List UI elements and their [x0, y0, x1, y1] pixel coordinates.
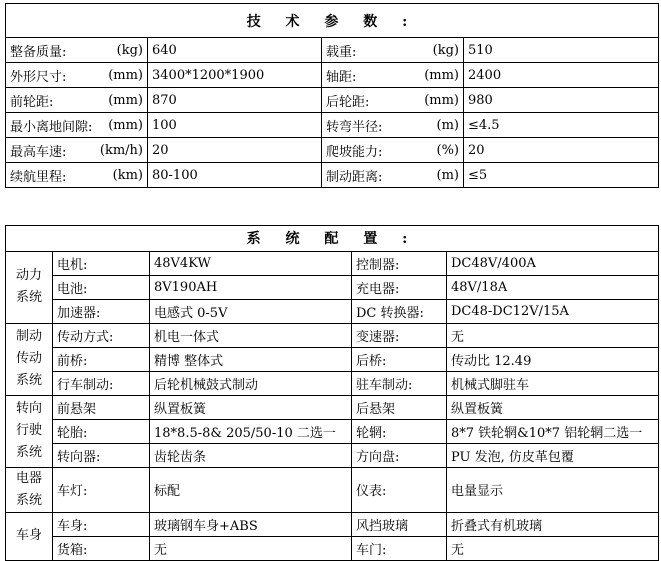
- config-value: 玻璃钢车身+ABS: [150, 512, 352, 536]
- param-label-wrap: [326, 41, 459, 60]
- param-unit: (km/h): [99, 142, 143, 158]
- config-row: [6, 275, 659, 299]
- param-name: 后轮距:: [326, 94, 370, 110]
- param-label-right: [322, 88, 464, 113]
- config-value: 传动比 12.49: [447, 347, 659, 371]
- config-value: 精博 整体式: [150, 347, 352, 371]
- config-label: 后悬架: [352, 395, 447, 419]
- config-label: 电机:: [53, 251, 150, 275]
- config-label: 前桥:: [53, 347, 150, 371]
- config-row: [6, 467, 659, 512]
- param-label-left: [6, 63, 148, 88]
- config-value: 电感式 0-5V: [150, 299, 352, 323]
- param-name: 外形尺寸:: [10, 69, 67, 85]
- param-name: 轴距:: [326, 69, 357, 85]
- param-name: 转弯半径:: [326, 119, 383, 135]
- param-label-wrap: [326, 141, 459, 160]
- param-label-left: [6, 138, 148, 163]
- param-label-wrap: [326, 91, 459, 110]
- tech-params-title-row: [6, 4, 659, 38]
- tech-param-row: [6, 113, 659, 138]
- config-value: 18*8.5-8& 205/50-10 二选一: [150, 419, 352, 443]
- config-value: 电量显示: [447, 467, 659, 512]
- param-value: 100: [148, 113, 322, 138]
- group-name-line: 制动: [15, 329, 42, 344]
- config-group-name: [6, 323, 53, 395]
- param-label-wrap: [326, 66, 459, 85]
- config-label: 车门:: [352, 536, 447, 560]
- tech-param-row: [6, 88, 659, 113]
- param-name: 制动距离:: [326, 169, 383, 185]
- config-group-name: [6, 512, 53, 560]
- config-row: [6, 512, 659, 536]
- param-label-wrap: [10, 91, 143, 110]
- config-label: 变速器:: [352, 323, 447, 347]
- config-label: 车灯:: [53, 467, 150, 512]
- param-unit: (km): [112, 167, 143, 183]
- config-value: DC48V/400A: [447, 251, 659, 275]
- tech-param-row: [6, 63, 659, 88]
- param-value: 20: [148, 138, 322, 163]
- param-value: 640: [148, 38, 322, 63]
- param-label-left: [6, 163, 148, 188]
- config-label: 传动方式:: [53, 323, 150, 347]
- param-label-left: [6, 88, 148, 113]
- config-group-name: [6, 395, 53, 467]
- param-name: 前轮距:: [10, 94, 54, 110]
- param-value: ≤5: [464, 163, 659, 188]
- config-row: [6, 347, 659, 371]
- param-label-wrap: [326, 166, 459, 185]
- param-label-wrap: [10, 41, 143, 60]
- param-unit: (mm): [424, 92, 459, 108]
- system-config-title-row: [6, 225, 659, 251]
- config-label: 行车制动:: [53, 371, 150, 395]
- param-name: 爬坡能力:: [326, 144, 383, 160]
- param-value: 20: [464, 138, 659, 163]
- param-unit: (kg): [116, 42, 143, 58]
- config-label: 车身:: [53, 512, 150, 536]
- config-label: 转向器:: [53, 443, 150, 467]
- param-value: 870: [148, 88, 322, 113]
- config-row: [6, 251, 659, 275]
- param-value: 980: [464, 88, 659, 113]
- param-label-right: [322, 163, 464, 188]
- config-value: 8V190AH: [150, 275, 352, 299]
- config-row: [6, 443, 659, 467]
- group-name-line: 系统: [15, 445, 42, 460]
- group-name-line: 系统: [15, 373, 42, 388]
- param-label-right: [322, 113, 464, 138]
- config-value: 48V4KW: [150, 251, 352, 275]
- param-unit: (m): [436, 167, 459, 183]
- config-value: 无: [447, 323, 659, 347]
- config-value: 机电一体式: [150, 323, 352, 347]
- config-label: 后桥:: [352, 347, 447, 371]
- config-value: 折叠式有机玻璃: [447, 512, 659, 536]
- param-unit: (m): [436, 117, 459, 133]
- config-value: 机械式脚驻车: [447, 371, 659, 395]
- param-name: 载重:: [326, 44, 357, 60]
- param-unit: (mm): [108, 117, 143, 133]
- group-name-line: 转向: [15, 401, 42, 416]
- config-group-name: [6, 467, 53, 512]
- group-name-line: 车身: [15, 528, 42, 543]
- config-row: [6, 395, 659, 419]
- group-name-line: 行驶: [15, 423, 42, 438]
- config-value: 标配: [150, 467, 352, 512]
- config-value: 48V/18A: [447, 275, 659, 299]
- param-value: 3400*1200*1900: [148, 63, 322, 88]
- config-label: 电池:: [53, 275, 150, 299]
- system-config-title: 系 统 配 置 :: [6, 225, 659, 251]
- config-row: [6, 536, 659, 560]
- config-value: 8*7 铁轮辋&10*7 铝轮辋二选一: [447, 419, 659, 443]
- tech-params-table: [5, 3, 659, 188]
- config-value: 纵置板簧: [150, 395, 352, 419]
- tech-param-row: [6, 163, 659, 188]
- config-label: 驻车制动:: [352, 371, 447, 395]
- config-label: 前悬架: [53, 395, 150, 419]
- config-value: PU 发泡, 仿皮革包覆: [447, 443, 659, 467]
- system-config-table: [5, 225, 659, 561]
- group-name-line: 传动: [15, 351, 42, 366]
- param-name: 最高车速:: [10, 144, 67, 160]
- tech-params-title: 技 术 参 数 :: [6, 4, 659, 38]
- param-unit: (mm): [108, 92, 143, 108]
- tech-param-row: [6, 138, 659, 163]
- param-label-wrap: [10, 166, 143, 185]
- config-row: [6, 299, 659, 323]
- param-label-right: [322, 138, 464, 163]
- config-label: 货箱:: [53, 536, 150, 560]
- config-row: [6, 419, 659, 443]
- config-label: 方向盘:: [352, 443, 447, 467]
- param-label-wrap: [10, 66, 143, 85]
- config-value: 纵置板簧: [447, 395, 659, 419]
- param-label-right: [322, 38, 464, 63]
- config-label: 风挡玻璃: [352, 512, 447, 536]
- group-name-line: 电器: [15, 470, 42, 486]
- config-value: 无: [447, 536, 659, 560]
- param-unit: (mm): [424, 67, 459, 83]
- param-name: 整备质量:: [10, 44, 67, 60]
- param-value: 80-100: [148, 163, 322, 188]
- tech-param-row: [6, 38, 659, 63]
- config-label: DC 转换器:: [352, 299, 447, 323]
- config-label: 控制器:: [352, 251, 447, 275]
- config-value: 无: [150, 536, 352, 560]
- param-name: 最小离地间隙:: [10, 119, 93, 135]
- config-label: 轮辋:: [352, 419, 447, 443]
- config-label: 充电器:: [352, 275, 447, 299]
- param-value: ≤4.5: [464, 113, 659, 138]
- param-unit: (%): [436, 142, 459, 158]
- config-label: 仪表:: [352, 467, 447, 512]
- group-name-line: 动力: [15, 268, 42, 283]
- config-label: 加速器:: [53, 299, 150, 323]
- param-label-wrap: [326, 116, 459, 135]
- param-label-right: [322, 63, 464, 88]
- param-name: 续航里程:: [10, 169, 67, 185]
- config-value: 后轮机械鼓式制动: [150, 371, 352, 395]
- param-label-wrap: [10, 116, 143, 135]
- group-name-line: 系统: [15, 290, 42, 305]
- config-row: [6, 371, 659, 395]
- param-label-wrap: [10, 141, 143, 160]
- config-value: DC48-DC12V/15A: [447, 299, 659, 323]
- param-label-left: [6, 113, 148, 138]
- config-label: 轮胎:: [53, 419, 150, 443]
- param-label-left: [6, 38, 148, 63]
- param-unit: (kg): [432, 42, 459, 58]
- config-row: [6, 323, 659, 347]
- param-value: 510: [464, 38, 659, 63]
- group-name-line: 系统: [15, 492, 42, 508]
- config-group-name: [6, 251, 53, 323]
- param-unit: (mm): [108, 67, 143, 83]
- config-value: 齿轮齿条: [150, 443, 352, 467]
- param-value: 2400: [464, 63, 659, 88]
